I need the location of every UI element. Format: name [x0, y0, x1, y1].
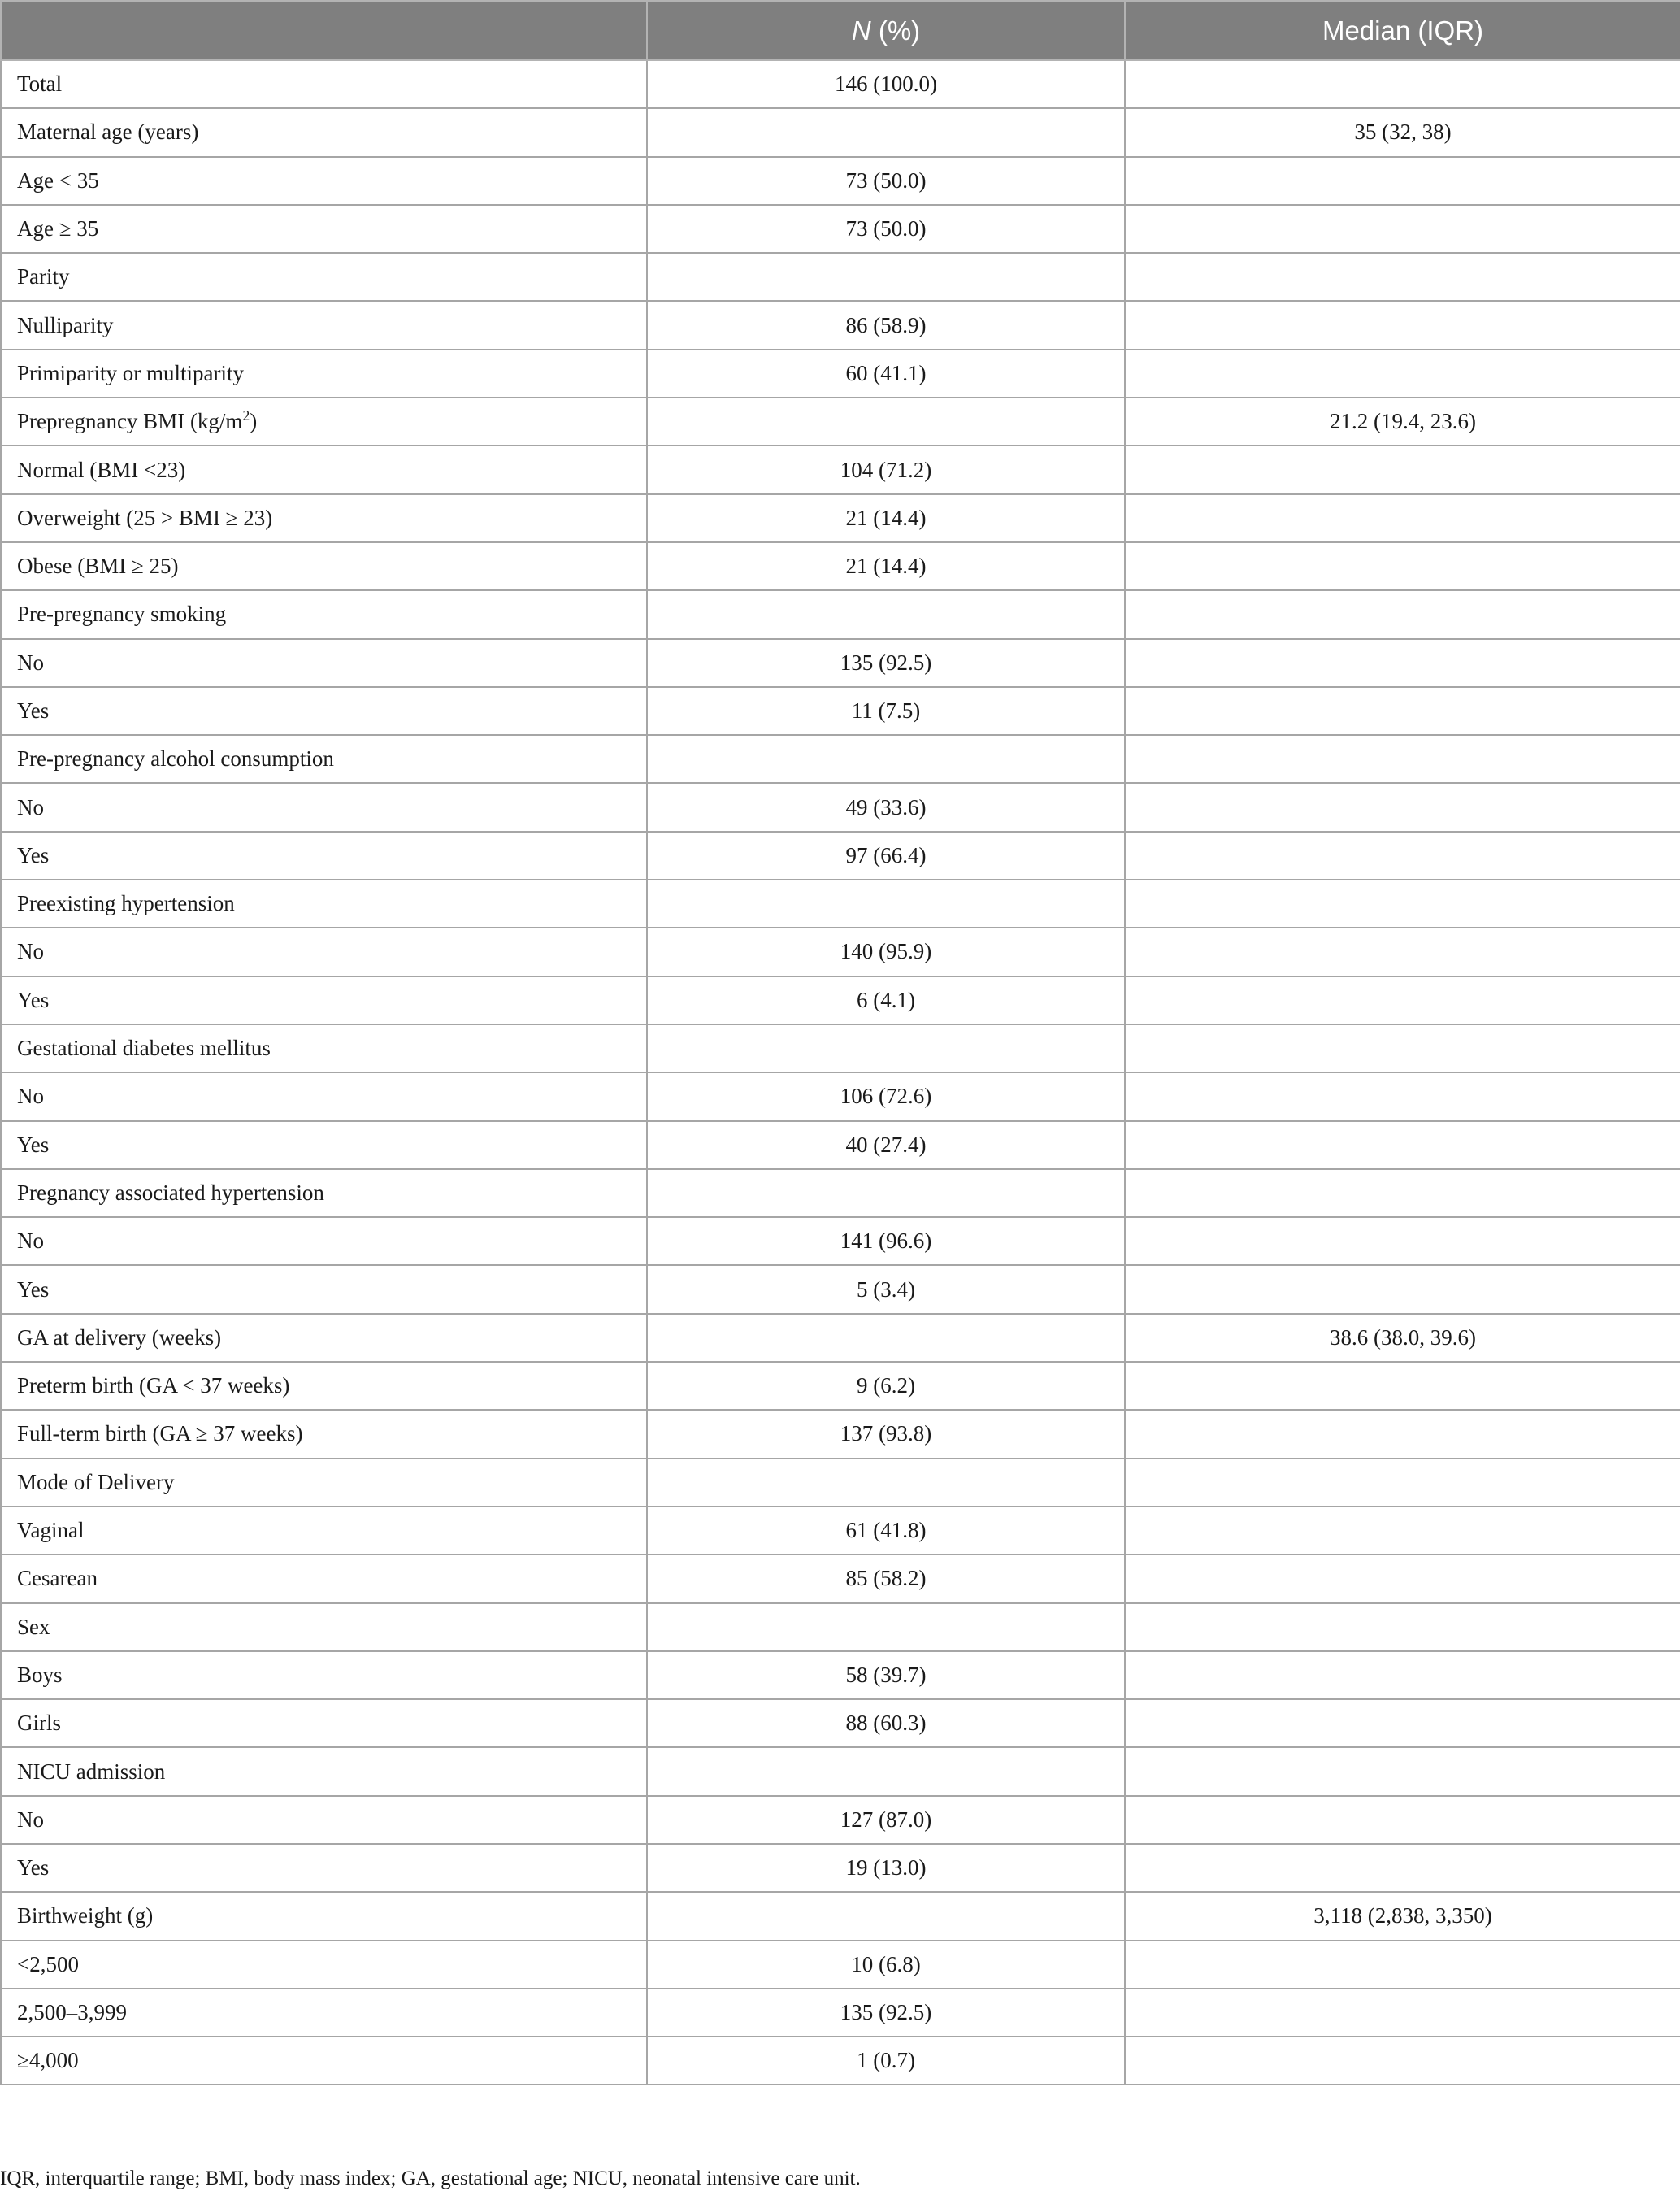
table-row	[1, 1169, 1680, 1217]
table-row	[1, 205, 1680, 253]
row-median-iqr	[1125, 1024, 1680, 1072]
row-label: No	[1, 639, 647, 687]
row-n-percent: 21 (14.4)	[647, 494, 1125, 542]
row-median-iqr	[1125, 976, 1680, 1024]
row-n-percent	[647, 1603, 1125, 1651]
header-variable	[1, 1, 647, 60]
row-label: Mode of Delivery	[1, 1459, 647, 1507]
row-label: Preterm birth (GA < 37 weeks)	[1, 1362, 647, 1410]
table-row	[1, 1699, 1680, 1747]
row-label: Yes	[1, 1121, 647, 1169]
row-n-percent: 106 (72.6)	[647, 1072, 1125, 1120]
row-n-percent: 140 (95.9)	[647, 928, 1125, 976]
row-n-percent: 73 (50.0)	[647, 205, 1125, 253]
row-label: Pre-pregnancy alcohol consumption	[1, 735, 647, 783]
table-row	[1, 1121, 1680, 1169]
row-n-percent	[647, 1314, 1125, 1362]
row-n-percent: 61 (41.8)	[647, 1507, 1125, 1554]
row-median-iqr	[1125, 1699, 1680, 1747]
row-n-percent	[647, 1169, 1125, 1217]
row-median-iqr	[1125, 301, 1680, 349]
table-row	[1, 783, 1680, 831]
row-median-iqr	[1125, 542, 1680, 590]
table-row	[1, 1024, 1680, 1072]
row-n-percent	[647, 590, 1125, 638]
row-median-iqr	[1125, 687, 1680, 735]
row-label: Pre-pregnancy smoking	[1, 590, 647, 638]
row-median-iqr	[1125, 639, 1680, 687]
row-label: Yes	[1, 687, 647, 735]
row-label: Age < 35	[1, 157, 647, 205]
table-row	[1, 1747, 1680, 1795]
row-median-iqr	[1125, 157, 1680, 205]
row-median-iqr	[1125, 1459, 1680, 1507]
row-n-percent	[647, 1459, 1125, 1507]
row-label: Primiparity or multiparity	[1, 350, 647, 398]
row-n-percent	[647, 1747, 1125, 1795]
table-header	[1, 1, 1680, 60]
table-row	[1, 1362, 1680, 1410]
row-n-percent	[647, 108, 1125, 156]
row-n-percent: 146 (100.0)	[647, 60, 1125, 108]
row-n-percent: 127 (87.0)	[647, 1796, 1125, 1844]
row-n-percent	[647, 253, 1125, 301]
row-median-iqr: 35 (32, 38)	[1125, 108, 1680, 156]
row-n-percent: 85 (58.2)	[647, 1554, 1125, 1602]
table-row	[1, 735, 1680, 783]
row-label: Nulliparity	[1, 301, 647, 349]
table-row	[1, 1796, 1680, 1844]
table-row	[1, 832, 1680, 880]
table-row	[1, 1989, 1680, 2037]
row-label: Birthweight (g)	[1, 1892, 647, 1940]
row-label: Obese (BMI ≥ 25)	[1, 542, 647, 590]
row-median-iqr	[1125, 1217, 1680, 1265]
row-median-iqr	[1125, 350, 1680, 398]
table-row	[1, 108, 1680, 156]
table-row	[1, 398, 1680, 446]
table-row	[1, 1603, 1680, 1651]
row-label: Age ≥ 35	[1, 205, 647, 253]
row-median-iqr	[1125, 1747, 1680, 1795]
row-label: Prepregnancy BMI $(kg/m^2)$	[1, 398, 647, 446]
row-median-iqr	[1125, 1121, 1680, 1169]
table-row	[1, 446, 1680, 493]
header-n-letter: N	[851, 15, 871, 46]
row-median-iqr	[1125, 735, 1680, 783]
row-label: No	[1, 1217, 647, 1265]
table-row	[1, 1941, 1680, 1989]
row-n-percent: 58 (39.7)	[647, 1651, 1125, 1699]
row-n-percent	[647, 880, 1125, 928]
row-median-iqr	[1125, 1844, 1680, 1892]
row-median-iqr	[1125, 2037, 1680, 2085]
table-row	[1, 1459, 1680, 1507]
row-label: ≥4,000	[1, 2037, 647, 2085]
row-n-percent: 5 (3.4)	[647, 1265, 1125, 1313]
table-row	[1, 1892, 1680, 1940]
row-n-percent: 135 (92.5)	[647, 639, 1125, 687]
row-median-iqr	[1125, 1507, 1680, 1554]
row-label: Preexisting hypertension	[1, 880, 647, 928]
row-median-iqr	[1125, 832, 1680, 880]
table-row	[1, 301, 1680, 349]
row-label: Boys	[1, 1651, 647, 1699]
row-median-iqr	[1125, 928, 1680, 976]
table-row	[1, 687, 1680, 735]
row-n-percent	[647, 735, 1125, 783]
table-row	[1, 350, 1680, 398]
row-label: Maternal age (years)	[1, 108, 647, 156]
row-label: No	[1, 1796, 647, 1844]
table-row	[1, 60, 1680, 108]
row-n-percent: 10 (6.8)	[647, 1941, 1125, 1989]
row-label: Sex	[1, 1603, 647, 1651]
row-label: Normal (BMI <23)	[1, 446, 647, 493]
row-label: Yes	[1, 1844, 647, 1892]
row-label: Yes	[1, 832, 647, 880]
row-label: Vaginal	[1, 1507, 647, 1554]
row-n-percent	[647, 1892, 1125, 1940]
row-n-percent: 60 (41.1)	[647, 350, 1125, 398]
row-label: Gestational diabetes mellitus	[1, 1024, 647, 1072]
table-row	[1, 542, 1680, 590]
row-label: Total	[1, 60, 647, 108]
table-row	[1, 880, 1680, 928]
row-median-iqr	[1125, 205, 1680, 253]
header-n-percent	[647, 1, 1125, 60]
row-n-percent: 40 (27.4)	[647, 1121, 1125, 1169]
row-label: Parity	[1, 253, 647, 301]
row-n-percent: 86 (58.9)	[647, 301, 1125, 349]
row-n-percent: 21 (14.4)	[647, 542, 1125, 590]
row-median-iqr	[1125, 1651, 1680, 1699]
header-percent-label: (%)	[870, 15, 921, 46]
table-row	[1, 253, 1680, 301]
row-label: Overweight (25 > BMI ≥ 23)	[1, 494, 647, 542]
table-row	[1, 1217, 1680, 1265]
superscript-two: 2	[242, 407, 250, 424]
row-n-percent: 97 (66.4)	[647, 832, 1125, 880]
row-median-iqr	[1125, 253, 1680, 301]
row-median-iqr	[1125, 1603, 1680, 1651]
row-median-iqr	[1125, 1989, 1680, 2037]
table-row	[1, 1507, 1680, 1554]
table-row	[1, 928, 1680, 976]
table-row	[1, 976, 1680, 1024]
row-n-percent: 141 (96.6)	[647, 1217, 1125, 1265]
row-label: Cesarean	[1, 1554, 647, 1602]
row-n-percent	[647, 398, 1125, 446]
table-row	[1, 1651, 1680, 1699]
row-n-percent: 11 (7.5)	[647, 687, 1125, 735]
table-footnote: IQR, interquartile range; BMI, body mass index; GA, gestational age; NICU, neonatal intensive care unit.	[0, 2167, 861, 2189]
row-label: Pregnancy associated hypertension	[1, 1169, 647, 1217]
table-row	[1, 494, 1680, 542]
row-n-percent: 1 (0.7)	[647, 2037, 1125, 2085]
row-median-iqr	[1125, 494, 1680, 542]
row-median-iqr	[1125, 1265, 1680, 1313]
table-row	[1, 2037, 1680, 2085]
table-row	[1, 1314, 1680, 1362]
row-label: Girls	[1, 1699, 647, 1747]
row-label: NICU admission	[1, 1747, 647, 1795]
row-median-iqr	[1125, 880, 1680, 928]
row-median-iqr	[1125, 1796, 1680, 1844]
table-row	[1, 1265, 1680, 1313]
row-n-percent: 19 (13.0)	[647, 1844, 1125, 1892]
table-row	[1, 1072, 1680, 1120]
row-label: Yes	[1, 976, 647, 1024]
row-n-percent: 135 (92.5)	[647, 1989, 1125, 2037]
row-median-iqr: 3,118 (2,838, 3,350)	[1125, 1892, 1680, 1940]
row-median-iqr	[1125, 1554, 1680, 1602]
row-median-iqr: 21.2 (19.4, 23.6)	[1125, 398, 1680, 446]
row-n-percent: 6 (4.1)	[647, 976, 1125, 1024]
table-row	[1, 590, 1680, 638]
table-row	[1, 157, 1680, 205]
row-n-percent: 137 (93.8)	[647, 1410, 1125, 1458]
row-median-iqr	[1125, 1941, 1680, 1989]
row-median-iqr	[1125, 60, 1680, 108]
row-n-percent: 49 (33.6)	[647, 783, 1125, 831]
table-body	[1, 60, 1680, 2085]
header-row	[1, 1, 1680, 60]
row-n-percent: 9 (6.2)	[647, 1362, 1125, 1410]
row-median-iqr: 38.6 (38.0, 39.6)	[1125, 1314, 1680, 1362]
row-label: No	[1, 928, 647, 976]
row-median-iqr	[1125, 1410, 1680, 1458]
row-label: GA at delivery (weeks)	[1, 1314, 647, 1362]
row-median-iqr	[1125, 446, 1680, 493]
row-label: <2,500	[1, 1941, 647, 1989]
row-median-iqr	[1125, 1362, 1680, 1410]
row-label: 2,500–3,999	[1, 1989, 647, 2037]
row-label: Yes	[1, 1265, 647, 1313]
row-median-iqr	[1125, 1072, 1680, 1120]
table-row	[1, 1554, 1680, 1602]
table-row	[1, 1844, 1680, 1892]
row-median-iqr	[1125, 1169, 1680, 1217]
table-row	[1, 1410, 1680, 1458]
row-label: No	[1, 1072, 647, 1120]
row-median-iqr	[1125, 783, 1680, 831]
row-n-percent	[647, 1024, 1125, 1072]
row-n-percent: 73 (50.0)	[647, 157, 1125, 205]
header-median-iqr: Median (IQR)	[1125, 1, 1680, 60]
row-label: No	[1, 783, 647, 831]
row-n-percent: 88 (60.3)	[647, 1699, 1125, 1747]
row-n-percent: 104 (71.2)	[647, 446, 1125, 493]
row-label: Full-term birth (GA ≥ 37 weeks)	[1, 1410, 647, 1458]
table-row	[1, 639, 1680, 687]
row-median-iqr	[1125, 590, 1680, 638]
